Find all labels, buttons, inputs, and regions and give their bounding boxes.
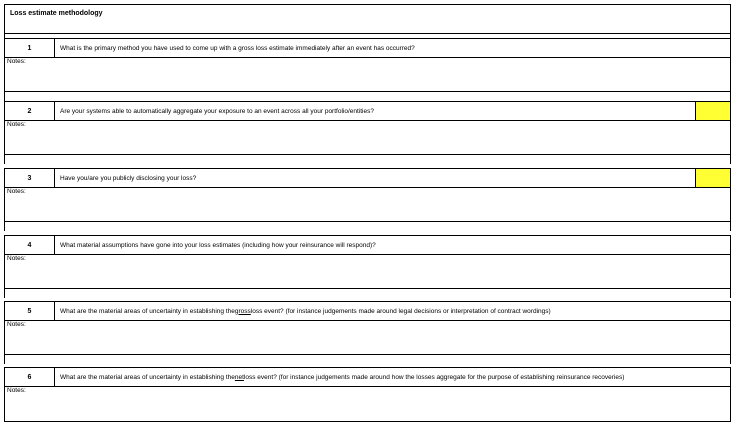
question-text: Are your systems able to automatically aggregate your exposure to an event across all your portfolio/entities? <box>60 107 374 115</box>
question-text: What are the material areas of uncertainty in establishing the gross loss event? (for instance judgements made around legal decisions or interpretation of contract wordings) <box>60 307 551 315</box>
question-number: 5 <box>5 302 55 320</box>
row-spacer <box>4 92 731 101</box>
notes-field-4[interactable] <box>4 254 731 289</box>
question-row-2 <box>4 101 731 121</box>
section-title: Loss estimate methodology <box>10 10 103 17</box>
question-text: What is the primary method you have used to come up with a gross loss estimate immediately after an event has occurred? <box>60 44 415 52</box>
notes-label: Notes: <box>7 387 26 394</box>
question-row-1 <box>4 38 731 58</box>
notes-field-5[interactable] <box>4 320 731 355</box>
notes-label: Notes: <box>7 188 26 195</box>
row-spacer <box>4 155 731 164</box>
row-spacer <box>4 355 731 364</box>
row-spacer <box>4 222 731 231</box>
question-text: Have you/are you publicly disclosing your loss? <box>60 174 197 182</box>
answer-cell-2[interactable] <box>695 102 730 120</box>
question-number: 6 <box>5 368 55 386</box>
notes-label: Notes: <box>7 321 26 328</box>
question-number: 2 <box>5 102 55 120</box>
question-row-3 <box>4 168 731 188</box>
question-number: 4 <box>5 236 55 254</box>
answer-cell-3[interactable] <box>695 169 730 187</box>
question-text: What material assumptions have gone into your loss estimates (including how your reinsurance will respond)? <box>60 241 376 249</box>
notes-field-3[interactable] <box>4 187 731 222</box>
notes-field-1[interactable] <box>4 57 731 92</box>
question-text: What are the material areas of uncertainty in establishing the net loss event? (for instance judgements made around how the losses aggregate for the purpose of establishing reinsurance recoveries) <box>60 373 625 381</box>
question-row-5 <box>4 301 731 321</box>
notes-field-6[interactable] <box>4 386 731 422</box>
notes-label: Notes: <box>7 58 26 65</box>
question-row-4 <box>4 235 731 255</box>
row-spacer <box>4 289 731 298</box>
question-number: 1 <box>5 39 55 57</box>
notes-field-2[interactable] <box>4 120 731 155</box>
notes-label: Notes: <box>7 255 26 262</box>
question-number: 3 <box>5 169 55 187</box>
section-header <box>4 4 731 34</box>
notes-label: Notes: <box>7 121 26 128</box>
question-row-6 <box>4 367 731 387</box>
